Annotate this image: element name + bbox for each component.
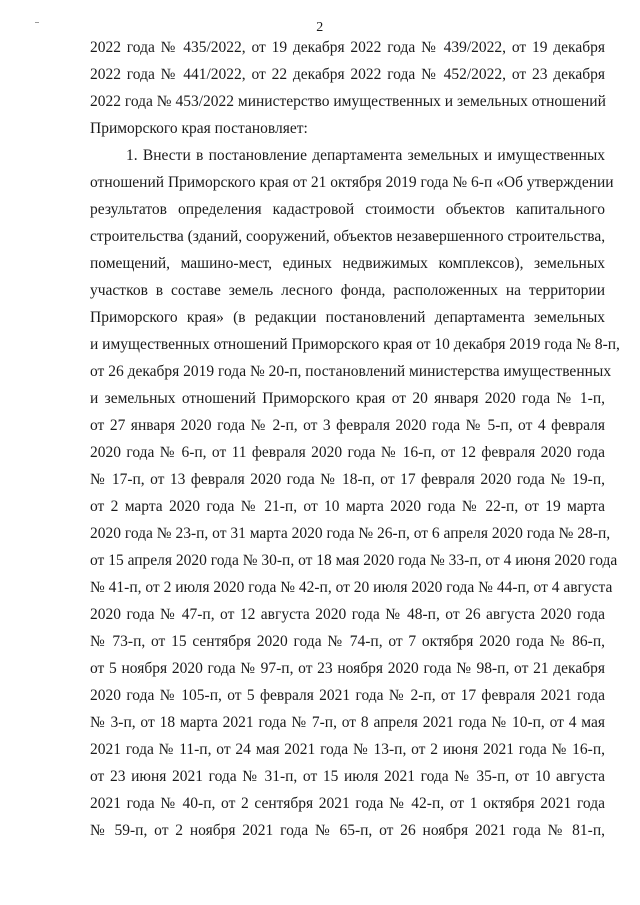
text-line-20: от 15 апреля 2020 года № 30-п, от 18 мая 2020 года № 33-п, от 4 июня 2020 года [90,552,618,569]
text-line-7: результатов определения кадастровой стоимости объектов капитального [90,201,605,218]
text-line-17: № 17-п, от 13 февраля 2020 года № 18-п, от 17 февраля 2020 года № 19-п, [90,471,605,488]
text-line-10: участков в составе земель лесного фонда, расположенных на территории [90,282,605,299]
text-line-9: помещений, машино-мест, единых недвижимых комплексов), земельных [90,255,605,272]
text-line-28: от 23 июня 2021 года № 31-п, от 15 июля 2021 года № 35-п, от 10 августа [90,768,605,785]
text-line-3: 2022 года № 453/2022 министерство имущественных и земельных отношений [90,93,606,110]
text-line-24: от 5 ноября 2020 года № 97-п, от 23 ноября 2020 года № 98-п, от 21 декабря [90,660,605,677]
text-line-14: и земельных отношений Приморского края от 20 января 2020 года № 1-п, [90,390,605,407]
paragraph-1-first-line: 1. Внести в постановление департамента земельных и имущественных [126,147,605,164]
text-line-27: 2021 года № 11-п, от 24 мая 2021 года № 13-п, от 2 июня 2021 года № 16-п, [90,741,605,758]
text-line-19: 2020 года № 23-п, от 31 марта 2020 года № 26-п, от 6 апреля 2020 года № 28-п, [90,525,611,542]
text-line-6: отношений Приморского края от 21 октября 2019 года № 6-п «Об утверждении [90,174,614,191]
text-line-23: № 73-п, от 15 сентября 2020 года № 74-п, от 7 октября 2020 года № 86-п, [90,633,605,650]
text-line-11: Приморского края» (в редакции постановлений департамента земельных [90,309,605,326]
text-line-8: строительства (зданий, сооружений, объектов незавершенного строительства, [90,228,606,245]
text-line-30: № 59-п, от 2 ноября 2021 года № 65-п, от 26 ноября 2021 года № 81-п, [90,822,605,839]
text-line-25: 2020 года № 105-п, от 5 февраля 2021 года № 2-п, от 17 февраля 2021 года [90,687,605,704]
text-line-22: 2020 года № 47-п, от 12 августа 2020 года № 48-п, от 26 августа 2020 года [90,606,605,623]
text-line-18: от 2 марта 2020 года № 21-п, от 10 марта 2020 года № 22-п, от 19 марта [90,498,605,515]
page-number: 2 [316,20,324,35]
text-line-4: Приморского края постановляет: [90,120,308,137]
text-line-1: 2022 года № 435/2022, от 19 декабря 2022 года № 439/2022, от 19 декабря [90,39,605,56]
text-line-2: 2022 года № 441/2022, от 22 декабря 2022 года № 452/2022, от 23 декабря [90,66,605,83]
text-line-16: 2020 года № 6-п, от 11 февраля 2020 года № 16-п, от 12 февраля 2020 года [90,444,605,461]
text-line-12: и имущественных отношений Приморского края от 10 декабря 2019 года № 8-п, [90,336,620,353]
text-line-13: от 26 декабря 2019 года № 20-п, постановлений министерства имущественных [90,363,612,380]
text-line-26: № 3-п, от 18 марта 2021 года № 7-п, от 8 апреля 2021 года № 10-п, от 4 мая [90,714,605,731]
text-line-21: № 41-п, от 2 июля 2020 года № 42-п, от 20 июля 2020 года № 44-п, от 4 августа [90,579,613,596]
text-line-29: 2021 года № 40-п, от 2 сентября 2021 года № 42-п, от 1 октября 2021 года [90,795,605,812]
text-line-15: от 27 января 2020 года № 2-п, от 3 февраля 2020 года № 5-п, от 4 февраля [90,417,605,434]
